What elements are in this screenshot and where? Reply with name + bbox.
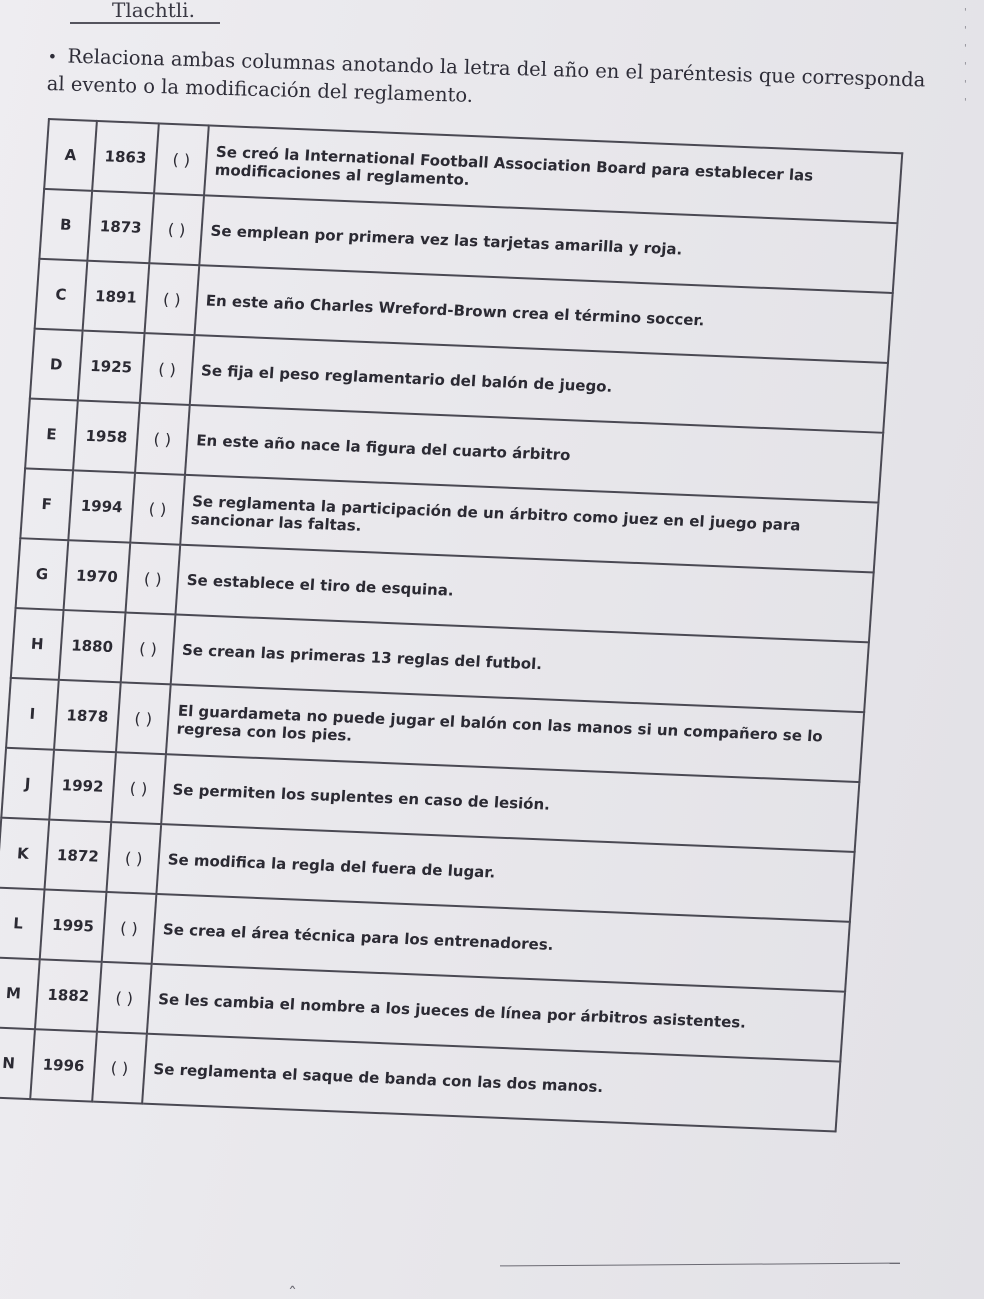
row-description: Se emplean por primera vez las tarjetas amarilla y roja. xyxy=(199,195,897,293)
row-description: Se creó la International Football Association Board para establecer las modificaciones al reglamento. xyxy=(204,125,902,223)
row-letter: A xyxy=(44,119,97,191)
answer-parentheses[interactable]: ( ) xyxy=(145,263,200,335)
instruction-body: Relaciona ambas columnas anotando la letra del año en el paréntesis que corresponda al evento o la modificación del reglamento. xyxy=(46,44,926,107)
row-letter: E xyxy=(25,398,78,470)
answer-parentheses[interactable]: ( ) xyxy=(135,403,190,475)
row-year: 1880 xyxy=(59,610,126,682)
matching-table xyxy=(0,118,903,1132)
answer-parentheses[interactable]: ( ) xyxy=(126,543,181,615)
row-description: Se modifica la regla del fuera de lugar. xyxy=(156,824,854,922)
row-letter: K xyxy=(0,818,49,890)
row-year: 1878 xyxy=(54,680,121,752)
row-year: 1970 xyxy=(64,540,131,612)
row-description: Se reglamenta el saque de banda con las dos manos. xyxy=(142,1034,840,1132)
matching-table-body xyxy=(0,119,902,1131)
answer-parentheses[interactable]: ( ) xyxy=(154,123,209,195)
row-year: 1891 xyxy=(83,261,150,333)
answer-parentheses[interactable]: ( ) xyxy=(92,1032,147,1104)
row-description: Se permiten los suplentes en caso de lesión. xyxy=(161,754,859,852)
row-year: 1882 xyxy=(35,959,102,1031)
instruction-text xyxy=(46,42,927,122)
row-description: Se crean las primeras 13 reglas del futbol. xyxy=(171,615,869,713)
answer-parentheses[interactable]: ( ) xyxy=(102,892,157,964)
answer-parentheses[interactable]: ( ) xyxy=(121,613,176,685)
row-year: 1873 xyxy=(87,191,154,263)
row-description: En este año nace la figura del cuarto árbitro xyxy=(185,405,883,503)
answer-parentheses[interactable]: ( ) xyxy=(149,193,204,265)
row-year: 1863 xyxy=(92,121,159,193)
row-year: 1958 xyxy=(73,400,140,472)
answer-line xyxy=(500,1263,900,1267)
row-year: 1995 xyxy=(40,889,107,961)
row-letter: D xyxy=(30,329,83,401)
row-letter: L xyxy=(0,888,45,960)
edge-marks: ' ' ' ' ' ' xyxy=(964,7,967,108)
row-letter: M xyxy=(0,957,40,1029)
row-year: 1992 xyxy=(49,750,116,822)
row-letter: H xyxy=(11,608,64,680)
bullet-icon: • xyxy=(47,46,58,67)
row-letter: N xyxy=(0,1027,35,1099)
answer-parentheses[interactable]: ( ) xyxy=(130,473,185,545)
row-description: Se reglamenta la participación de un árbitro como juez en el juego para sancionar las faltas. xyxy=(180,475,878,573)
row-year: 1994 xyxy=(68,470,135,542)
row-letter: F xyxy=(20,468,73,540)
row-description: Se fija el peso reglamentario del balón de juego. xyxy=(190,335,888,433)
row-description: Se les cambia el nombre a los jueces de línea por árbitros asistentes. xyxy=(147,964,845,1062)
row-description: El guardameta no puede jugar el balón con las manos si un compañero se lo regresa con los pies. xyxy=(166,684,864,782)
row-description: Se establece el tiro de esquina. xyxy=(175,545,873,643)
answer-parentheses[interactable]: ( ) xyxy=(140,333,195,405)
bottom-scrawl: ˆ xyxy=(288,1284,297,1299)
row-letter: B xyxy=(39,189,92,261)
answer-parentheses[interactable]: ( ) xyxy=(97,962,152,1034)
answer-parentheses[interactable]: ( ) xyxy=(111,752,166,824)
row-description: Se crea el área técnica para los entrenadores. xyxy=(152,894,850,992)
answer-parentheses[interactable]: ( ) xyxy=(106,822,161,894)
row-description: En este año Charles Wreford-Brown crea el término soccer. xyxy=(195,265,893,363)
header-underline xyxy=(70,22,220,24)
row-letter: J xyxy=(1,748,54,820)
row-year: 1996 xyxy=(30,1029,97,1101)
matching-table-grid xyxy=(0,118,903,1132)
header-fragment: Tlachtli. xyxy=(112,0,195,22)
row-letter: G xyxy=(16,538,69,610)
row-year: 1925 xyxy=(78,331,145,403)
row-year: 1872 xyxy=(45,820,112,892)
row-letter: I xyxy=(6,678,59,750)
answer-parentheses[interactable]: ( ) xyxy=(116,682,171,754)
row-letter: C xyxy=(35,259,88,331)
